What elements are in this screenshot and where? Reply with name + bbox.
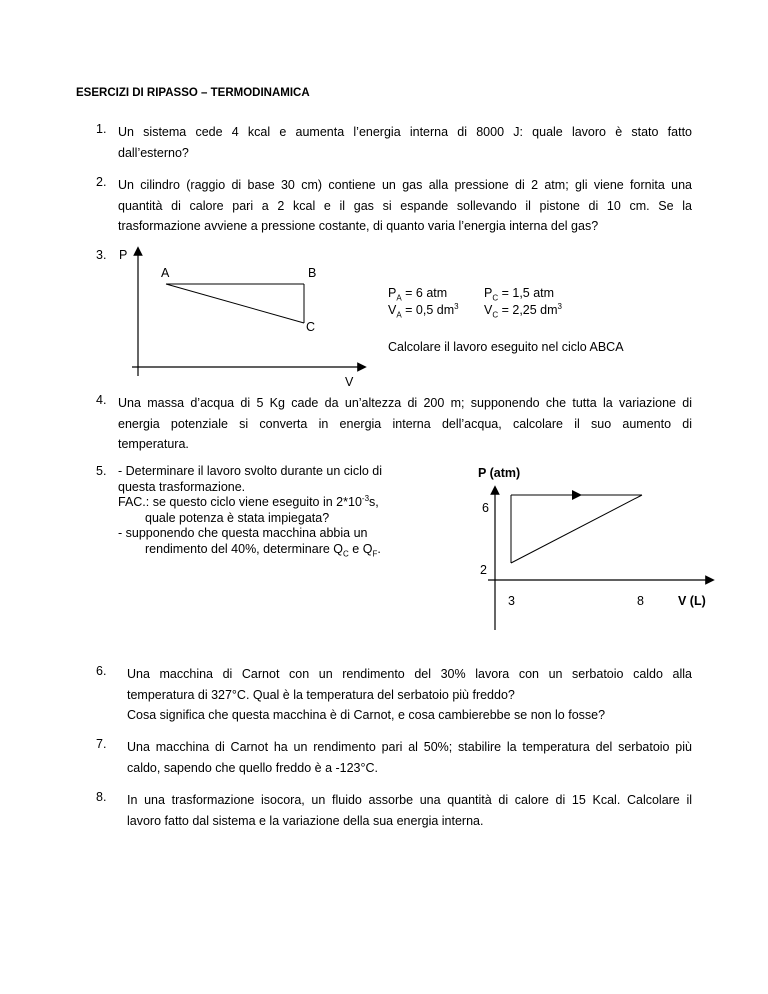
exercise-7-line-1: Una macchina di Carnot ha un rendimento pari al 50%; stabilire la temperatura del serbatoio più	[127, 740, 692, 754]
axis-label-p: P	[119, 248, 128, 262]
axis-label-v: V	[345, 375, 354, 389]
exercise-1-line-2: dall’esterno?	[118, 145, 189, 160]
exercise-1-number: 1.	[96, 122, 107, 136]
data-pc: $P_C = 1,5$ atm	[484, 286, 555, 303]
exercise-7-line-2: caldo, sapendo che quello freddo è a -123°C.	[127, 760, 379, 775]
exercise-5-line-1: - Determinare il lavoro svolto durante un ciclo di	[118, 464, 383, 478]
exercise-4-line-1: Una massa d’acqua di 5 Kg cade da un’altezza di 200 m; supponendo che tutta la variazione di	[118, 396, 692, 410]
exercise-4-number: 4.	[96, 393, 107, 407]
exercise-8-number: 8.	[96, 790, 107, 804]
exercise-2-line-3: trasformazione avviene a pressione costante, di quanto varia l’energia interna del gas?	[118, 219, 599, 233]
exercise-4-line-3: temperatura.	[118, 437, 189, 451]
axis-label-p-atm: P (atm)	[478, 466, 521, 480]
tick-label-8: 8	[637, 594, 644, 608]
exercise-8-line-2: lavoro fatto dal sistema e la variazione della sua energia interna.	[127, 813, 484, 828]
direction-arrow	[572, 490, 582, 500]
tick-label-6: 6	[482, 501, 489, 515]
exercise-5-number: 5.	[96, 464, 107, 478]
exercise-1-line-1: Un sistema cede 4 kcal e aumenta l’energia interna di 8000 J: quale lavoro è stato fatto	[118, 125, 692, 139]
point-label-c: C	[306, 320, 316, 334]
data-va: $V_A = 0,5$ $dm^3$	[388, 301, 459, 320]
exercise-5-line-5: - supponendo che questa macchina abbia un	[118, 526, 368, 540]
exercise-2-line-2: quantità di calore pari a 2 kcal e il gas si espande sollevando il pistone di 10 cm. Se la	[118, 198, 692, 213]
exercise-5-line-6: rendimento del 40%, determinare $Q_C$ e $Q_F$.	[145, 541, 381, 558]
exercise-5-line-4: quale potenza è stata impiegata?	[145, 510, 330, 525]
exercise-8-line-1: In una trasformazione isocora, un fluido assorbe una quantità di calore di 15 Kcal. Calcolare il	[127, 793, 692, 807]
point-label-a: A	[161, 266, 170, 280]
exercise-6-number: 6.	[96, 664, 107, 678]
exercise-6-line-2: temperatura di 327°C. Qual è la temperatura del serbatoio più freddo?	[127, 687, 515, 702]
exercise-7-text	[127, 737, 692, 778]
page-title: ESERCIZI DI RIPASSO – TERMODINAMICA	[76, 87, 310, 99]
exercise-8-text	[127, 790, 692, 831]
axis-label-v-l: V (L)	[678, 594, 706, 608]
exercise-6-text	[127, 664, 692, 726]
exercise-2-number: 2.	[96, 175, 107, 189]
data-pa: $P_A = 6$ atm	[388, 286, 448, 303]
exercise-7-number: 7.	[96, 737, 107, 751]
segment-diagonal	[511, 495, 642, 563]
tick-label-2: 2	[480, 563, 487, 577]
data-vc: $V_C = 2,25$ $dm^3$	[484, 301, 562, 320]
exercise-6-line-3: Cosa significa che questa macchina è di Carnot, e cosa cambierebbe se non lo fosse?	[127, 708, 606, 722]
exercise-2-line-1: Un cilindro (raggio di base 30 cm) contiene un gas alla pressione di 2 atm; gli viene fornita una	[118, 178, 692, 192]
tick-label-3: 3	[508, 594, 515, 608]
exercise-5-line-3: FAC.: se questo ciclo viene eseguito in $2*10^{-3}s$,	[118, 493, 379, 509]
exercise-5-line-2: questa trasformazione.	[118, 479, 246, 494]
exercise-3-question: Calcolare il lavoro eseguito nel ciclo ABCA	[388, 340, 624, 354]
exercise-6-line-1: Una macchina di Carnot con un rendimento del 30% lavora con un serbatoio caldo alla	[127, 667, 692, 681]
exercise-4-line-2: energia potenziale si converta in energia interna dell’acqua, calcolare il suo aumento di	[118, 416, 692, 431]
exercise-3-number: 3.	[96, 248, 107, 262]
point-label-b: B	[308, 266, 317, 280]
